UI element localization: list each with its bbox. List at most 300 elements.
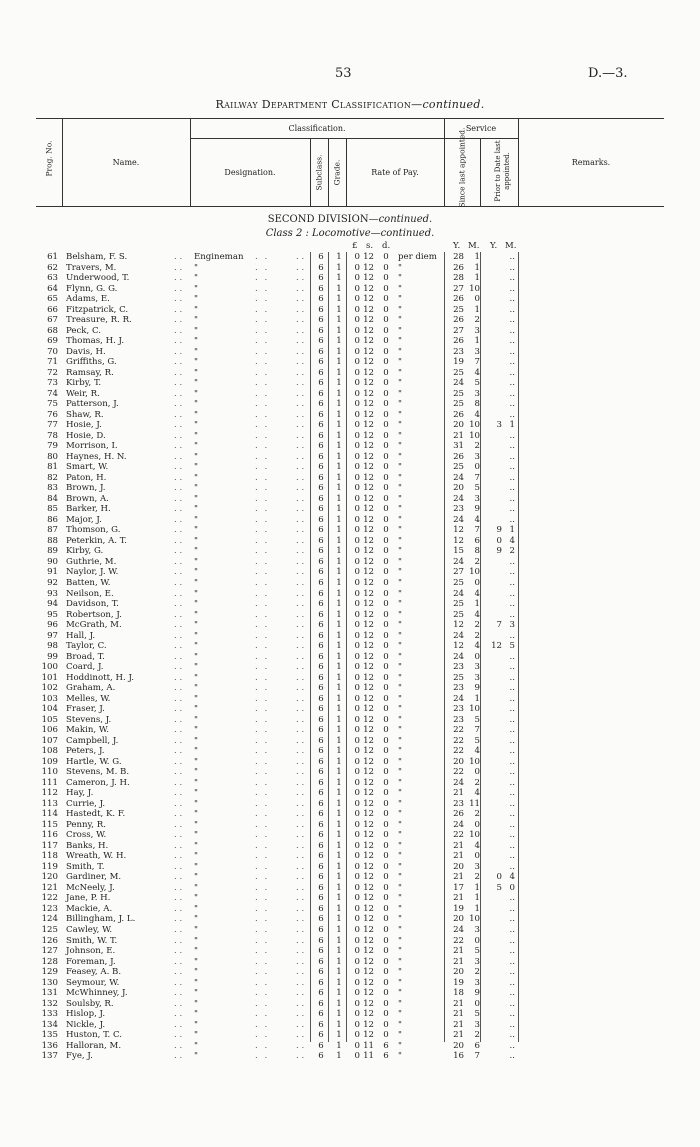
prior-months: .. [509, 567, 515, 578]
pay-pounds: 0 [354, 273, 360, 284]
designation: " [194, 756, 198, 767]
table-row [0, 746, 700, 757]
service-years: 15 [453, 546, 464, 557]
service-months: 5 [474, 714, 480, 725]
subclass: 6 [318, 409, 324, 420]
prog-no: 125 [41, 925, 58, 935]
pay-shillings: 12 [363, 725, 374, 736]
pay-pence: 0 [383, 662, 389, 673]
pay-pounds: 0 [354, 998, 360, 1009]
pay-pence: 0 [383, 609, 389, 620]
grade: 1 [336, 914, 342, 925]
leader-dots: . . [255, 388, 270, 399]
subclass: 6 [318, 861, 324, 872]
employee-name: Johnson, E. [66, 946, 116, 957]
prog-no: 96 [47, 620, 58, 631]
grade: 1 [336, 651, 342, 662]
leader-dots: . . [174, 567, 183, 578]
service-years: 12 [453, 535, 464, 546]
pay-period: " [398, 861, 402, 872]
subclass: 6 [318, 809, 324, 820]
leader-dots: . . [255, 483, 270, 494]
service-years: 22 [453, 830, 464, 841]
grade: 1 [336, 767, 342, 778]
table-row [0, 988, 700, 999]
subclass: 6 [318, 567, 324, 578]
leader-dots: . . [255, 683, 270, 694]
leader-dots: . . [296, 798, 305, 809]
table-row [0, 336, 700, 347]
leader-dots: . . [296, 756, 305, 767]
employee-name: Peck, C. [66, 325, 101, 336]
subclass: 6 [318, 1019, 324, 1030]
pay-pounds: 0 [354, 851, 360, 862]
pay-shillings: 12 [363, 504, 374, 515]
service-years: 24 [453, 378, 464, 389]
service-months: 2 [474, 630, 480, 641]
employee-name: Peterkin, A. T. [66, 535, 127, 546]
service-months: 2 [474, 809, 480, 820]
designation: " [194, 493, 198, 504]
table-row [0, 347, 700, 358]
prior-months: .. [509, 672, 515, 683]
service-years: 21 [453, 788, 464, 799]
service-years: 27 [453, 283, 464, 294]
table-row [0, 862, 700, 873]
pay-pounds: 0 [354, 903, 360, 914]
pay-pence: 0 [383, 641, 389, 652]
service-years: 17 [453, 882, 464, 893]
unit-months: M. [468, 241, 480, 251]
service-months: 2 [474, 967, 480, 978]
leader-dots: . . [174, 767, 183, 778]
leader-dots: . . [296, 725, 305, 736]
employee-name: Soulsby, R. [66, 998, 114, 1009]
employee-name: Taylor, C. [66, 641, 107, 652]
pay-pounds: 0 [354, 504, 360, 515]
service-years: 21 [453, 956, 464, 967]
pay-pence: 0 [383, 556, 389, 567]
leader-dots: . . [174, 441, 183, 452]
service-months: 2 [474, 315, 480, 326]
table-row [0, 904, 700, 915]
table-row [0, 525, 700, 536]
designation: " [194, 788, 198, 799]
grade: 1 [336, 599, 342, 610]
table-row [0, 715, 700, 726]
pay-pence: 6 [383, 1051, 389, 1062]
title-continued: —continued. [411, 98, 485, 111]
pay-shillings: 12 [363, 388, 374, 399]
subclass: 6 [318, 662, 324, 673]
employee-name: Brown, A. [66, 493, 109, 504]
service-months: 5 [474, 1009, 480, 1020]
leader-dots: . . [174, 609, 183, 620]
leader-dots: . . [255, 893, 270, 904]
service-months: 1 [474, 273, 480, 284]
leader-dots: . . [174, 493, 183, 504]
pay-pounds: 0 [354, 315, 360, 326]
leader-dots: . . [255, 704, 270, 715]
service-years: 12 [453, 641, 464, 652]
employee-name: Billingham, J. L. [66, 914, 136, 925]
pay-period: " [398, 956, 402, 967]
leader-dots: . . [296, 651, 305, 662]
grade: 1 [336, 504, 342, 515]
leader-dots: . . [174, 819, 183, 830]
table-row [0, 757, 700, 768]
pay-shillings: 12 [363, 935, 374, 946]
pay-pounds: 0 [354, 798, 360, 809]
pay-pence: 0 [383, 714, 389, 725]
pay-shillings: 12 [363, 914, 374, 925]
subclass: 6 [318, 1051, 324, 1062]
pay-pence: 0 [383, 893, 389, 904]
leader-dots: . . [296, 1009, 305, 1020]
employee-name: Cawley, W. [66, 925, 113, 935]
pay-pence: 0 [383, 977, 389, 988]
pay-pounds: 0 [354, 336, 360, 347]
leader-dots: . . [174, 704, 183, 715]
service-years: 18 [453, 988, 464, 999]
classification-rule [190, 138, 444, 139]
prog-no: 108 [41, 746, 58, 757]
prog-no: 134 [41, 1019, 58, 1030]
service-months: 3 [474, 956, 480, 967]
subclass: 6 [318, 672, 324, 683]
leader-dots: . . [296, 567, 305, 578]
designation: " [194, 967, 198, 978]
employee-name: Hay, J. [66, 788, 94, 799]
prior-months: .. [509, 830, 515, 841]
grade: 1 [336, 483, 342, 494]
table-row [0, 441, 700, 452]
pay-shillings: 12 [363, 451, 374, 462]
designation: " [194, 998, 198, 1009]
service-months: 7 [474, 725, 480, 736]
service-years: 24 [453, 819, 464, 830]
prior-months: .. [509, 378, 515, 389]
prog-no: 71 [47, 357, 58, 368]
pay-shillings: 12 [363, 798, 374, 809]
leader-dots: . . [255, 357, 270, 368]
grade: 1 [336, 851, 342, 862]
service-months: 3 [474, 1019, 480, 1030]
prog-no: 114 [41, 809, 58, 820]
leader-dots: . . [296, 956, 305, 967]
prior-months: .. [509, 798, 515, 809]
pay-pounds: 0 [354, 725, 360, 736]
pay-pence: 0 [383, 651, 389, 662]
pay-pounds: 0 [354, 767, 360, 778]
pay-pounds: 0 [354, 946, 360, 957]
service-years: 21 [453, 1009, 464, 1020]
pay-period: " [398, 472, 402, 483]
leader-dots: . . [296, 346, 305, 357]
pay-pounds: 0 [354, 746, 360, 757]
leader-dots: . . [174, 577, 183, 588]
leader-dots: . . [174, 756, 183, 767]
employee-name: Patterson, J. [66, 399, 119, 410]
designation: " [194, 861, 198, 872]
grade: 1 [336, 988, 342, 999]
leader-dots: . . [255, 988, 270, 999]
service-years: 26 [453, 262, 464, 273]
grade: 1 [336, 525, 342, 536]
service-years: 24 [453, 493, 464, 504]
leader-dots: . . [296, 903, 305, 914]
employee-name: Davis, H. [66, 346, 106, 357]
designation: " [194, 336, 198, 347]
pay-pounds: 0 [354, 704, 360, 715]
prog-no: 103 [41, 693, 58, 704]
service-months: 2 [474, 441, 480, 452]
pay-pounds: 0 [354, 662, 360, 673]
service-years: 27 [453, 325, 464, 336]
service-months: 10 [469, 420, 480, 431]
grade: 1 [336, 252, 342, 262]
pay-pounds: 0 [354, 556, 360, 567]
leader-dots: . . [174, 273, 183, 284]
leader-dots: . . [255, 556, 270, 567]
pay-shillings: 12 [363, 651, 374, 662]
pay-pence: 0 [383, 546, 389, 557]
pay-shillings: 12 [363, 662, 374, 673]
designation: " [194, 746, 198, 757]
service-years: 20 [453, 914, 464, 925]
leader-dots: . . [174, 1051, 183, 1062]
pay-period: " [398, 336, 402, 347]
subclass: 6 [318, 556, 324, 567]
service-months: 4 [474, 788, 480, 799]
prior-years: 7 [496, 620, 502, 631]
service-months: 1 [474, 882, 480, 893]
leader-dots: . . [255, 756, 270, 767]
grade: 1 [336, 588, 342, 599]
leader-dots: . . [255, 462, 270, 473]
prior-years: 9 [496, 525, 502, 536]
employee-name: Major, J. [66, 514, 102, 525]
leader-dots: . . [255, 514, 270, 525]
table-row [0, 452, 700, 463]
pay-period: " [398, 451, 402, 462]
leader-dots: . . [296, 420, 305, 431]
employee-name: Peters, J. [66, 746, 105, 757]
grade: 1 [336, 514, 342, 525]
designation: " [194, 546, 198, 557]
leader-dots: . . [174, 262, 183, 273]
pay-pence: 0 [383, 956, 389, 967]
prior-months: .. [509, 746, 515, 757]
employee-name: Makin, W. [66, 725, 109, 736]
subclass: 6 [318, 294, 324, 305]
leader-dots: . . [296, 367, 305, 378]
prog-no: 69 [47, 336, 58, 347]
service-months: 3 [474, 672, 480, 683]
pay-pence: 0 [383, 830, 389, 841]
service-years: 21 [453, 840, 464, 851]
leader-dots: . . [174, 725, 183, 736]
pay-pounds: 0 [354, 861, 360, 872]
leader-dots: . . [296, 819, 305, 830]
prior-months: .. [509, 504, 515, 515]
service-months: 3 [474, 346, 480, 357]
designation: " [194, 283, 198, 294]
pay-pence: 0 [383, 851, 389, 862]
leader-dots: . . [174, 735, 183, 746]
prog-no: 67 [47, 315, 58, 326]
pay-pounds: 0 [354, 988, 360, 999]
table-row [0, 557, 700, 568]
grade: 1 [336, 451, 342, 462]
prior-months: .. [509, 630, 515, 641]
leader-dots: . . [255, 588, 270, 599]
prog-no: 76 [47, 409, 58, 420]
pay-shillings: 12 [363, 714, 374, 725]
pay-pence: 0 [383, 504, 389, 515]
prior-months: .. [509, 946, 515, 957]
table-row [0, 936, 700, 947]
pay-pounds: 0 [354, 683, 360, 694]
pay-pence: 0 [383, 420, 389, 431]
leader-dots: . . [296, 693, 305, 704]
service-months: 10 [469, 704, 480, 715]
table-row [0, 925, 700, 936]
table-row [0, 704, 700, 715]
pay-pence: 0 [383, 746, 389, 757]
leader-dots: . . [296, 977, 305, 988]
grade: 1 [336, 262, 342, 273]
leader-dots: . . [174, 777, 183, 788]
designation: " [194, 893, 198, 904]
pay-period: " [398, 315, 402, 326]
page-number: 53 [335, 66, 352, 81]
grade: 1 [336, 998, 342, 1009]
prior-months: .. [509, 1030, 515, 1041]
leader-dots: . . [296, 599, 305, 610]
leader-dots: . . [255, 525, 270, 536]
pay-pence: 0 [383, 756, 389, 767]
prog-no: 91 [47, 567, 58, 578]
leader-dots: . . [174, 809, 183, 820]
service-years: 24 [453, 651, 464, 662]
pay-pence: 0 [383, 777, 389, 788]
grade: 1 [336, 567, 342, 578]
service-months: 3 [474, 977, 480, 988]
header-rule-bottom [36, 206, 664, 207]
grade: 1 [336, 294, 342, 305]
pay-pounds: 0 [354, 714, 360, 725]
leader-dots: . . [174, 378, 183, 389]
pay-pence: 0 [383, 861, 389, 872]
leader-dots: . . [174, 967, 183, 978]
pay-shillings: 12 [363, 946, 374, 957]
leader-dots: . . [296, 1051, 305, 1062]
service-years: 22 [453, 746, 464, 757]
pay-period: " [398, 725, 402, 736]
pay-shillings: 12 [363, 367, 374, 378]
subclass: 6 [318, 577, 324, 588]
leader-dots: . . [255, 956, 270, 967]
pay-shillings: 12 [363, 441, 374, 452]
subclass: 6 [318, 441, 324, 452]
pay-shillings: 12 [363, 704, 374, 715]
employee-name: Flynn, G. G. [66, 283, 118, 294]
employee-name: Feasey, A. B. [66, 967, 122, 978]
prior-months: .. [509, 714, 515, 725]
leader-dots: . . [255, 1040, 270, 1051]
service-years: 21 [453, 1030, 464, 1041]
pay-pounds: 0 [354, 462, 360, 473]
subclass: 6 [318, 620, 324, 631]
grade: 1 [336, 336, 342, 347]
pay-pounds: 0 [354, 609, 360, 620]
grade: 1 [336, 893, 342, 904]
employee-name: Hartle, W. G. [66, 756, 122, 767]
pay-pence: 0 [383, 483, 389, 494]
leader-dots: . . [255, 630, 270, 641]
leader-dots: . . [296, 641, 305, 652]
service-months: 0 [474, 935, 480, 946]
table-row [0, 978, 700, 989]
leader-dots: . . [296, 315, 305, 326]
subclass: 6 [318, 588, 324, 599]
grade: 1 [336, 830, 342, 841]
table-row [0, 567, 700, 578]
pay-shillings: 12 [363, 378, 374, 389]
employee-name: Haynes, H. N. [66, 451, 127, 462]
leader-dots: . . [174, 525, 183, 536]
grade: 1 [336, 409, 342, 420]
leader-dots: . . [174, 294, 183, 305]
header-subclass: Subclass. [314, 154, 324, 191]
service-months: 0 [474, 819, 480, 830]
pay-pounds: 0 [354, 693, 360, 704]
leader-dots: . . [174, 420, 183, 431]
subclass: 6 [318, 514, 324, 525]
prog-no: 78 [47, 430, 58, 441]
pay-period: " [398, 577, 402, 588]
pay-shillings: 12 [363, 1019, 374, 1030]
pay-pounds: 0 [354, 672, 360, 683]
pay-shillings: 12 [363, 693, 374, 704]
grade: 1 [336, 273, 342, 284]
table-row [0, 1009, 700, 1020]
leader-dots: . . [255, 746, 270, 757]
title-main: Railway Department Classification [215, 98, 412, 111]
service-years: 26 [453, 809, 464, 820]
prior-months: .. [509, 336, 515, 347]
prior-years: 9 [496, 546, 502, 557]
service-months: 11 [469, 798, 480, 809]
pay-period: " [398, 683, 402, 694]
service-years: 22 [453, 935, 464, 946]
service-years: 24 [453, 925, 464, 935]
prior-months: .. [509, 556, 515, 567]
pay-pounds: 0 [354, 956, 360, 967]
pay-shillings: 12 [363, 609, 374, 620]
employee-name: Halloran, M. [66, 1040, 122, 1051]
leader-dots: . . [174, 357, 183, 368]
leader-dots: . . [255, 399, 270, 410]
employee-name: McNeely, J. [66, 882, 115, 893]
pay-pence: 0 [383, 935, 389, 946]
service-months: 7 [474, 357, 480, 368]
grade: 1 [336, 399, 342, 410]
pay-pounds: 0 [354, 577, 360, 588]
subclass: 6 [318, 956, 324, 967]
leader-dots: . . [296, 714, 305, 725]
